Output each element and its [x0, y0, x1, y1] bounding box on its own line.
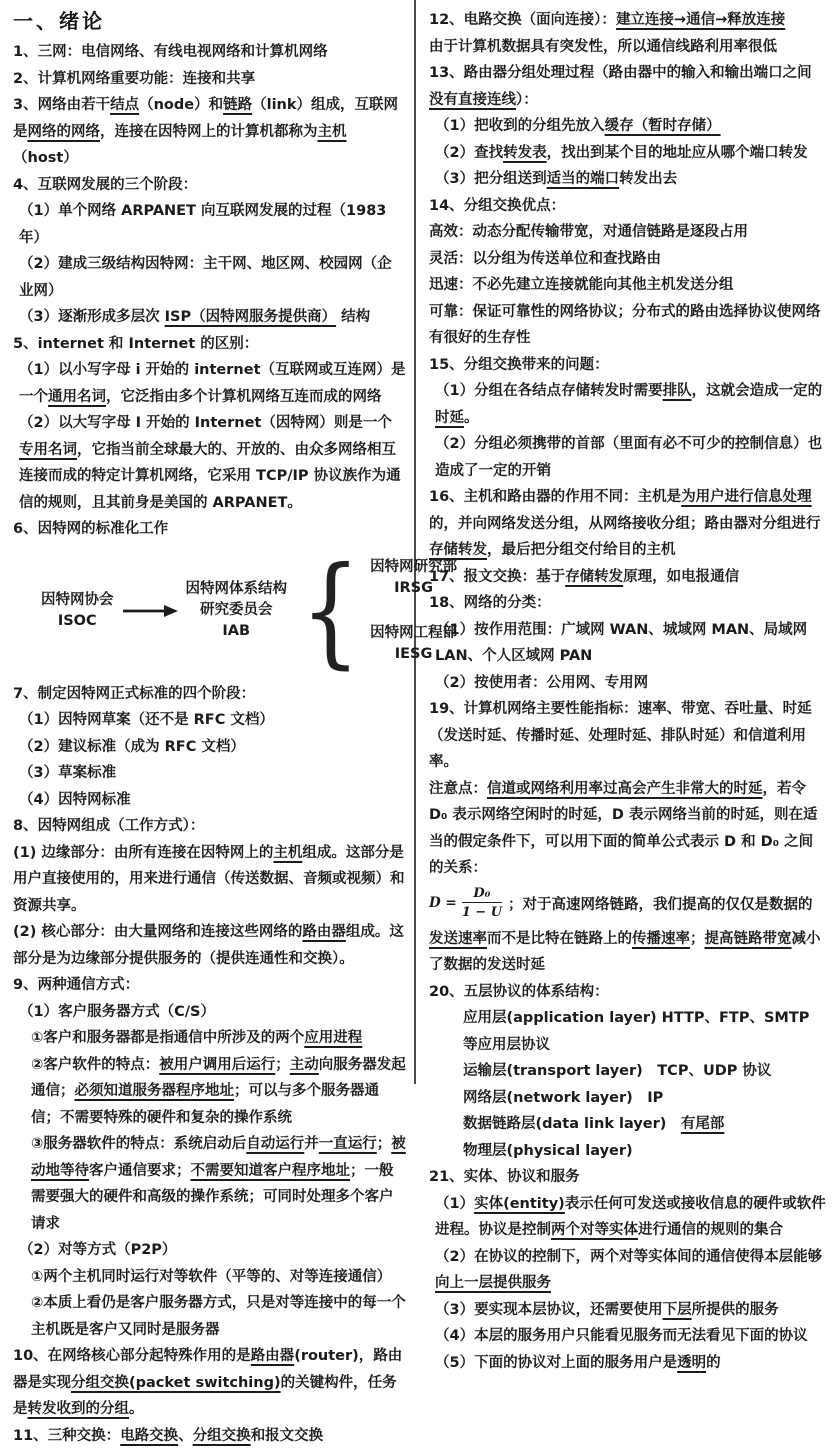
note-paragraph: 19、计算机网络主要性能指标：速率、带宽、吞吐量、时延（发送时延、传播时延、处理时延、排队时延）和信道利用率。 — [429, 696, 826, 776]
right-notes-bottom — [429, 979, 826, 1377]
underlined-text: 一直运行 — [319, 1136, 377, 1152]
iesg-abbr: IESG — [370, 644, 457, 665]
note-paragraph: 9、两种通信方式： — [13, 972, 406, 999]
underlined-text: 自动运行 — [246, 1136, 304, 1152]
note-paragraph: 可靠：保证可靠性的网络协议；分布式的路由选择协议使网络有很好的生存性 — [429, 299, 826, 352]
note-paragraph: 高效：动态分配传输带宽，对通信链路是逐段占用 — [429, 219, 826, 246]
note-paragraph: （2）建议标准（成为 RFC 文档） — [13, 734, 406, 761]
note-paragraph: （2）建成三级结构因特网：主干网、地区网、校园网（企业网） — [13, 251, 406, 304]
note-paragraph: 迅速：不必先建立连接就能向其他主机发送分组 — [429, 272, 826, 299]
note-paragraph: 5、internet 和 Internet 的区别： — [13, 331, 406, 358]
note-paragraph: 14、分组交换优点： — [429, 193, 826, 220]
note-paragraph: ①客户和服务器都是指通信中所涉及的两个应用进程 — [13, 1025, 406, 1052]
irsg-label: 因特网研究部 — [370, 557, 457, 578]
delay-formula-paragraph — [429, 884, 826, 979]
note-paragraph: （2）在协议的控制下，两个对等实体间的通信使得本层能够向上一层提供服务 — [429, 1244, 826, 1297]
underlined-text: 信道或网络利用率过高会产生非常大的时延 — [487, 781, 763, 797]
isoc-label: 因特网协会 — [41, 590, 114, 611]
iesg-label: 因特网工程部 — [370, 623, 457, 644]
formula-numerator: D₀ — [462, 886, 502, 903]
note-paragraph: 注意点：信道或网络利用率过高会产生非常大的时延，若令 D₀ 表示网络空闲时的时延，D 表示网络当前的时延，则在适当的假定条件下，可以用下面的简单公式表示 D 和 D₀ 之间的关系： — [429, 776, 826, 882]
note-paragraph: （5）下面的协议对上面的服务用户是透明的 — [429, 1350, 826, 1377]
note-paragraph: （2）对等方式（P2P） — [13, 1237, 406, 1264]
underlined-text: 为用户进行信息处理 — [681, 489, 812, 505]
underlined-text: 建立连接→通信→释放连接 — [616, 12, 785, 28]
iab-label-line2: 研究委员会 — [186, 600, 288, 621]
brace-icon: { — [301, 553, 361, 667]
underlined-text: 提高链路带宽 — [705, 931, 792, 947]
note-paragraph: 7、制定因特网正式标准的四个阶段： — [13, 681, 406, 708]
irsg-abbr: IRSG — [370, 578, 457, 599]
underlined-text: 有尾部 — [681, 1116, 725, 1132]
note-paragraph: （1）实体(entity)表示任何可发送或接收信息的硬件或软件进程。协议是控制两个对等实体进行通信的规则的集合 — [429, 1191, 826, 1244]
underlined-text: 被用户调用后运行 — [159, 1057, 275, 1073]
note-paragraph: （2）查找转发表，找出到某个目的地址应从哪个端口转发 — [429, 140, 826, 167]
note-paragraph: 4、互联网发展的三个阶段： — [13, 172, 406, 199]
delay-formula — [429, 886, 502, 920]
note-paragraph: 3、网络由若干结点（node）和链路（link）组成，互联网是网络的网络，连接在因特网上的计算机都称为主机（host） — [13, 92, 406, 172]
note-paragraph: （4）本层的服务用户只能看见服务而无法看见下面的协议 — [429, 1323, 826, 1350]
formula-lhs: D = — [429, 895, 457, 911]
formula-tail-text: ；对于高速网络链路，我们提高的仅仅是数据的发送速率而不是比特在链路上的传播速率；提高链路带宽减小了数据的发送时延 — [429, 897, 821, 974]
note-paragraph: 1、三网：电信网络、有线电视网络和计算机网络 — [13, 39, 406, 66]
formula-denominator: 1 − U — [462, 903, 502, 920]
underlined-text: 透明 — [677, 1355, 706, 1371]
underlined-text: 主机 — [273, 845, 302, 861]
underlined-text: 分组交换(packet switching) — [71, 1375, 281, 1391]
note-paragraph: ③服务器软件的特点：系统启动后自动运行并一直运行；被动地等待客户通信要求；不需要知道客户程序地址；一般需要强大的硬件和高级的操作系统；可同时处理多个客户请求 — [13, 1131, 406, 1237]
note-paragraph: 20、五层协议的体系结构： — [429, 979, 826, 1006]
underlined-text: 存储转发 — [429, 542, 487, 558]
underlined-text: 时延 — [435, 410, 464, 426]
note-paragraph: 15、分组交换带来的问题： — [429, 352, 826, 379]
note-paragraph: 数据链路层(data link layer) 有尾部 — [429, 1111, 826, 1138]
underlined-text: 被动地等待 — [31, 1136, 406, 1179]
note-paragraph: 11、三种交换：电路交换、分组交换和报文交换 — [13, 1423, 406, 1449]
underlined-text: 分组交换 — [193, 1428, 251, 1444]
underlined-text: 排队 — [663, 383, 692, 399]
underlined-text: 专用名词 — [19, 442, 77, 458]
note-paragraph: 18、网络的分类： — [429, 590, 826, 617]
underlined-text: 通用名词 — [48, 389, 106, 405]
underlined-text: 向上一层提供服务 — [435, 1275, 551, 1291]
note-paragraph: （3）草案标准 — [13, 760, 406, 787]
note-paragraph: 12、电路交换（面向连接）：建立连接→通信→释放连接 — [429, 7, 826, 34]
note-paragraph: 21、实体、协议和服务 — [429, 1164, 826, 1191]
note-paragraph: （2）分组必须携带的首部（里面有必不可少的控制信息）也造成了一定的开销 — [429, 431, 826, 484]
note-paragraph: ①两个主机同时运行对等软件（平等的、对等连接通信） — [13, 1264, 406, 1291]
formula-fraction — [462, 886, 502, 920]
note-paragraph: （1）以小写字母 i 开始的 internet（互联网或互连网）是一个通用名词，它泛指由多个计算机网络互连而成的网络 — [13, 357, 406, 410]
underlined-text: 存储转发 — [565, 569, 623, 585]
note-paragraph: 物理层(physical layer) — [429, 1138, 826, 1165]
underlined-text: 转发表 — [503, 145, 547, 161]
underlined-text: 网络的网络 — [28, 124, 101, 140]
underlined-text: 实体(entity) — [474, 1196, 565, 1212]
column-divider — [414, 0, 416, 1084]
right-arrow-icon — [122, 604, 178, 618]
left-column — [13, 6, 406, 1449]
note-paragraph: ②客户软件的特点：被用户调用后运行；主动向服务器发起通信；必须知道服务器程序地址；可以与多个服务器通信；不需要特殊的硬件和复杂的操作系统 — [13, 1052, 406, 1132]
note-paragraph: （2）以大写字母 I 开始的 Internet（因特网）则是一个专用名词，它指当前全球最大的、开放的、由众多网络相互连接而成的特定计算机网络，它采用 TCP/IP 协议族作为通信的规则，且其前身是美国的 ARPANET。 — [13, 410, 406, 516]
note-paragraph: （2）按使用者：公用网、专用网 — [429, 670, 826, 697]
note-paragraph: 16、主机和路由器的作用不同：主机是为用户进行信息处理的，并向网络发送分组，从网络接收分组；路由器对分组进行存储转发，最后把分组交付给目的主机 — [429, 484, 826, 564]
diagram-node-isoc — [41, 590, 114, 632]
note-paragraph: ②本质上看仍是客户服务器方式，只是对等连接中的每一个主机既是客户又同时是服务器 — [13, 1290, 406, 1343]
left-notes-bottom — [13, 681, 406, 1449]
note-paragraph: （1）分组在各结点存储转发时需要排队，这就会造成一定的时延。 — [429, 378, 826, 431]
underlined-text: 路由器 — [302, 924, 346, 940]
internet-standardization-diagram — [41, 551, 406, 671]
note-paragraph: （3）把分组送到适当的端口转发出去 — [429, 166, 826, 193]
note-paragraph: 10、在网络核心部分起特殊作用的是路由器(router)，路由器是实现分组交换(packet switching)的关键构件，任务是转发收到的分组。 — [13, 1343, 406, 1423]
note-paragraph: （3）要实现本层协议，还需要使用下层所提供的服务 — [429, 1297, 826, 1324]
underlined-text: 必须知道服务器程序地址 — [75, 1083, 235, 1099]
note-paragraph: 17、报文交换：基于存储转发原理，如电报通信 — [429, 564, 826, 591]
note-paragraph: 灵活：以分组为传送单位和查找路由 — [429, 246, 826, 273]
note-paragraph: （3）逐渐形成多层次 ISP（因特网服务提供商） 结构 — [13, 304, 406, 331]
note-paragraph: （1）客户服务器方式（C/S） — [13, 999, 406, 1026]
note-paragraph: （1）按作用范围：广域网 WAN、城域网 MAN、局域网 LAN、个人区域网 PAN — [429, 617, 826, 670]
underlined-text: 结点 — [110, 97, 139, 113]
underlined-text: 电路交换 — [120, 1428, 178, 1444]
section-heading: 一、绪论 — [13, 6, 406, 36]
underlined-text: 不需要知道客户程序地址 — [191, 1163, 351, 1179]
note-paragraph: 8、因特网组成（工作方式）： — [13, 813, 406, 840]
underlined-text: 发送速率 — [429, 931, 487, 947]
note-paragraph: 网络层(network layer) IP — [429, 1085, 826, 1112]
note-paragraph: （1）单个网络 ARPANET 向互联网发展的过程（1983 年） — [13, 198, 406, 251]
note-paragraph: 运输层(transport layer) TCP、UDP 协议 — [429, 1058, 826, 1085]
note-paragraph: (2) 核心部分：由大量网络和连接这些网络的路由器组成。这部分是为边缘部分提供服务的（提供连通性和交换）。 — [13, 919, 406, 972]
note-paragraph: 由于计算机数据具有突发性，所以通信线路利用率很低 — [429, 34, 826, 61]
isoc-abbr: ISOC — [41, 611, 114, 632]
note-paragraph: 2、计算机网络重要功能：连接和共享 — [13, 66, 406, 93]
diagram-node-iab — [186, 579, 288, 642]
note-paragraph: (1) 边缘部分：由所有连接在因特网上的主机组成。这部分是用户直接使用的，用来进行通信（传送数据、音频或视频）和资源共享。 — [13, 840, 406, 920]
underlined-text: ISP（因特网服务提供商） — [165, 309, 336, 325]
iab-label-line1: 因特网体系结构 — [186, 579, 288, 600]
underlined-text: 传播速率 — [632, 931, 690, 947]
underlined-text: 下层 — [663, 1302, 692, 1318]
right-notes-top — [429, 7, 826, 882]
underlined-text: 适当的端口 — [547, 171, 620, 187]
note-paragraph: 应用层(application layer) HTTP、FTP、SMTP 等应用层协议 — [429, 1005, 826, 1058]
right-column — [429, 7, 826, 1376]
underlined-text: 应用进程 — [304, 1030, 362, 1046]
underlined-text: 没有直接连线 — [429, 92, 516, 108]
underlined-text: 转发收到的分组 — [28, 1401, 130, 1417]
note-paragraph: （1）把收到的分组先放入缓存（暂时存储） — [429, 113, 826, 140]
underlined-text: 主机 — [318, 124, 347, 140]
note-paragraph: 13、路由器分组处理过程（路由器中的输入和输出端口之间没有直接连线）： — [429, 60, 826, 113]
note-paragraph: 6、因特网的标准化工作 — [13, 516, 406, 543]
iab-abbr: IAB — [186, 621, 288, 642]
underlined-text: 链路 — [223, 97, 252, 113]
underlined-text: 路由器 — [251, 1348, 295, 1364]
underlined-text: 主动 — [290, 1057, 319, 1073]
note-paragraph: （1）因特网草案（还不是 RFC 文档） — [13, 707, 406, 734]
note-paragraph: （4）因特网标准 — [13, 787, 406, 814]
underlined-text: 缓存（暂时存储） — [605, 118, 721, 134]
left-notes-top — [13, 39, 406, 543]
underlined-text: 两个对等实体 — [551, 1222, 638, 1238]
